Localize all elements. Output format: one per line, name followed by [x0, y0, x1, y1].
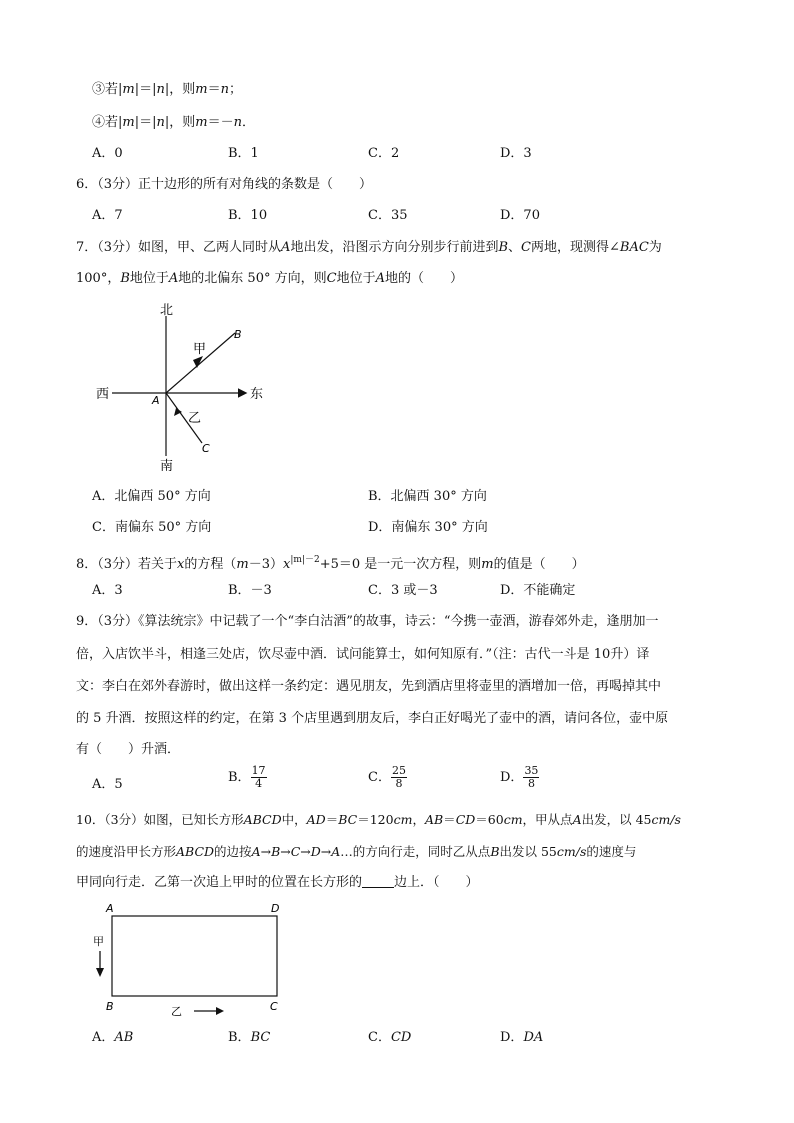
rectangle-abcd: [112, 916, 277, 996]
q5-item-3: ③若|m|＝|n|，则m＝n；: [92, 82, 242, 97]
q10-option-b[interactable]: B．BC: [228, 1030, 271, 1045]
label-north: 北: [160, 303, 174, 318]
q7-compass-figure: [90, 298, 280, 478]
q9-stem-line-3: 文：李白在郊外春游时，做出这样一条约定：遇见朋友，先到酒店里将壶里的酒增加一倍，再喝掉其中: [76, 679, 662, 694]
q9-option-a[interactable]: A．5: [92, 777, 123, 792]
q10-stem-line-3: 甲同向行走．乙第一次追上甲时的位置在长方形的 边上．（ ）: [76, 875, 479, 890]
q9-option-d[interactable]: D． $\frac{35}{8}$: [500, 764, 539, 790]
q10-option-d[interactable]: D．DA: [500, 1030, 544, 1045]
fraction-17-4: $\frac{17}{4}$: [251, 764, 266, 790]
q10-stem-line-1: 10．（3分）如图，已知长方形ABCD中，AD＝BC＝120cm，AB＝CD＝60cm，甲从点A出发，以 45cm/s: [76, 812, 681, 827]
fraction-25-8: $\frac{25}{8}$: [391, 764, 406, 790]
q5-item-4: ④若|m|＝|n|，则m＝－n．: [92, 115, 255, 130]
q6-option-a[interactable]: A．7: [92, 208, 123, 223]
label-west: 西: [96, 387, 110, 402]
q7-option-a[interactable]: A．北偏西 50° 方向: [92, 489, 211, 504]
q9-stem-line-5: 有（ ）升酒．: [76, 742, 181, 757]
vertex-b: B: [106, 1000, 114, 1013]
label-yi: 乙: [171, 1005, 182, 1018]
label-jia: 甲: [193, 342, 207, 357]
q8-option-c[interactable]: C．3 或－3: [368, 583, 438, 598]
q9-option-b[interactable]: B． $\frac{17}{4}$: [228, 764, 266, 790]
vertex-c: C: [270, 1000, 278, 1013]
label-jia: 甲: [93, 935, 104, 948]
yi-right-arrow-head: [216, 1007, 224, 1015]
q8-option-b[interactable]: B．－3: [228, 583, 272, 598]
q10-rectangle-figure: [88, 898, 298, 1023]
q6-stem: 6．（3分）正十边形的所有对角线的条数是（ ）: [76, 177, 373, 192]
q7-option-d[interactable]: D．南偏东 30° 方向: [368, 520, 488, 535]
q9-option-c[interactable]: C． $\frac{25}{8}$: [368, 764, 406, 790]
fraction-35-8: $\frac{35}{8}$: [524, 764, 539, 790]
q5-option-d[interactable]: D．3: [500, 146, 532, 161]
label-yi: 乙: [188, 411, 202, 426]
label-south: 南: [160, 459, 174, 474]
q7-option-c[interactable]: C．南偏东 50° 方向: [92, 520, 212, 535]
q7-option-b[interactable]: B．北偏西 30° 方向: [368, 489, 487, 504]
q9-stem-line-1: 9．（3分）《算法统宗》中记载了一个“李白沽酒”的故事，诗云：“今携一壶酒，游春郊外走，逢朋加一: [76, 614, 659, 629]
q7-stem-line-2: 100°，B地位于A地的北偏东 50° 方向，则C地位于A地的（ ）: [76, 271, 463, 286]
q9-stem-line-2: 倍，入店饮半斗，相逢三处店，饮尽壶中酒．试问能算士，如何知原有．”（注：古代一斗是 10升）译: [76, 647, 650, 662]
q8-option-a[interactable]: A．3: [92, 583, 123, 598]
q5-option-b[interactable]: B．1: [228, 146, 259, 161]
q6-option-c[interactable]: C．35: [368, 208, 408, 223]
label-origin-a: A: [152, 394, 160, 407]
q10-stem-line-2: 的速度沿甲长方形ABCD的边按A→B→C→D→A…的方向行走，同时乙从点B出发以 55cm/s的速度与: [76, 844, 637, 859]
label-point-b: B: [234, 328, 242, 341]
q6-option-b[interactable]: B．10: [228, 208, 268, 223]
answer-blank: [362, 874, 394, 888]
vertex-d: D: [271, 902, 280, 915]
q6-option-d[interactable]: D．70: [500, 208, 540, 223]
q8-stem: 8．（3分）若关于x的方程$(m-3)x^{|m|-2}+5=0$ 是一元一次方程，则m的值是（ ）: [76, 555, 585, 572]
q5-option-c[interactable]: C．2: [368, 146, 400, 161]
q7-stem-line-1: 7．（3分）如图，甲、乙两人同时从A地出发，沿图示方向分别步行前进到B、C两地，现测得∠BAC为: [76, 240, 662, 255]
q10-option-a[interactable]: A．AB: [92, 1030, 134, 1045]
label-east: 东: [250, 387, 264, 402]
q8-option-d[interactable]: D．不能确定: [500, 583, 576, 598]
jia-down-arrow-head: [96, 968, 104, 977]
q9-stem-line-4: 的 5 升酒．按照这样的约定，在第 3 个店里遇到朋友后，李白正好喝光了壶中的酒，请问各位，壶中原: [76, 711, 669, 726]
q5-option-a[interactable]: A．0: [92, 146, 123, 161]
q10-option-c[interactable]: C．CD: [368, 1030, 412, 1045]
label-point-c: C: [202, 442, 210, 455]
vertex-a: A: [106, 902, 114, 915]
